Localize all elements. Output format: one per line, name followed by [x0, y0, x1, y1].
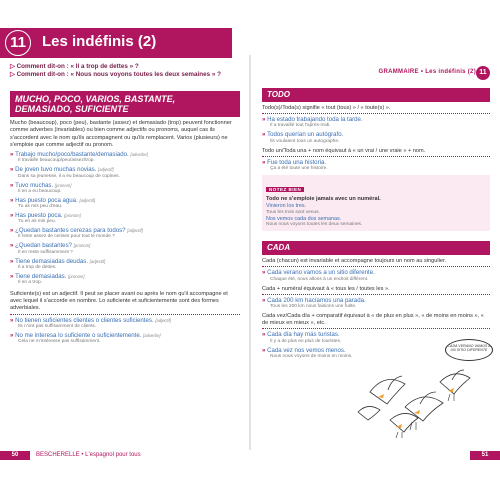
note-box: [262, 175, 490, 231]
example: » Trabajo mucho/poco/bastante/demasiado. [adverbe]: [10, 151, 148, 159]
rule-todo-un: Todo un/Toda una + nom équivaut à « un vrai / une vraie » + nom.: [262, 148, 490, 157]
example: » Has puesto poca agua. [adjectif]: [10, 196, 96, 204]
section-title-mucho: MUCHO, POCO, VARIOS, BASTANTE, DEMASIADO, SUFICIENTE: [10, 91, 240, 117]
translation: Ils n'ont pas suffisamment de clients.: [18, 323, 97, 329]
example: » De joven tuvo muchas novias. [adjectif]: [10, 166, 114, 174]
question-1: ▷ Comment dit-on : « Il a trop de dettes » ?: [10, 63, 139, 70]
example: » ¿Quedan bastantes? [pronom]: [10, 242, 91, 250]
page-number-right: 51: [470, 451, 500, 460]
rule-cada-vez: Cada vez/Cada día + comparatif équivaut à « de plus en plus », « de moins en moins », « de mieux en mieux », etc.: [262, 313, 490, 329]
translation: Nous nous voyons de moins en moins.: [270, 353, 353, 359]
chapter-number: 11: [5, 30, 31, 56]
example: » Fue toda una historia.: [262, 158, 327, 166]
translation: Il a travaillé tout l'après-midi.: [270, 123, 331, 129]
example: » Cada día hay más turistas.: [262, 331, 340, 339]
translation: Il en a trop.: [18, 280, 42, 286]
translation: Chaque été, nous allons à un endroit différent.: [270, 276, 369, 282]
translation: Il travaille beaucoup/peu/assez/trop.: [18, 158, 95, 164]
translation: Ils voulaient tous un autographe.: [270, 138, 340, 144]
example: » Ha estado trabajando toda la tarde.: [262, 116, 363, 124]
example: » Tiene demasiadas deudas. [adjectif]: [10, 257, 106, 265]
footer-title: BESCHERELLE • L'espagnol pour tous: [36, 452, 141, 458]
note-text: Todo ne s'emploie jamais avec un numéral.: [266, 196, 381, 203]
example: » Tuvo muchas. [pronom]: [10, 181, 72, 189]
chapter-header: [0, 28, 232, 58]
translation: Il y a de plus en plus de touristes.: [270, 338, 342, 344]
running-header-prefix: GRAMMAIRE: [378, 69, 419, 75]
example: » No me interesa lo suficiente o suficientemente. [adverbe]: [10, 331, 161, 339]
chapter-title: Les indéfinis (2): [42, 33, 157, 50]
note-translation: Nous nous voyons toutes les deux semaines.: [266, 222, 363, 228]
translation: Il a trop de dettes.: [18, 264, 57, 270]
note-title: NOTEZ BIEN: [266, 187, 304, 192]
example: » No tienen suficientes clientes o clientes suficientes. [adjectif]: [10, 316, 171, 324]
note-example: Nos vemos cada dos semanas.: [266, 215, 342, 222]
translation: Dans sa jeunesse, il a eu beaucoup de copines.: [18, 173, 120, 179]
example: » Cada verano vamos a un sitio diferente.: [262, 269, 375, 277]
translation: Il en a eu beaucoup.: [18, 188, 62, 194]
chapter-badge: 11: [476, 66, 490, 80]
example: » Cada 200 km hacíamos una parada.: [262, 296, 366, 304]
translation: Cela ne m'intéresse pas suffisamment.: [18, 339, 101, 345]
question-2: ▷ Comment dit-on : « Nous nous voyons toutes les deux semaines » ?: [10, 71, 221, 78]
section-title-todo: TODO: [262, 88, 490, 102]
rule-suficiente: Suficiente(s) est un adjectif. Il peut se placer avant ou après le nom qu'il accompagne et avec lequel il s'accorde en nombre. Lo suficiente et suficientemente sont des formes adverbiales.: [10, 291, 240, 315]
translation: Il reste assez de cerises pour tout le monde ?: [18, 234, 115, 240]
example: » Todos querían un autógrafo.: [262, 131, 344, 139]
rule-todo: Todo(s)/Toda(s) signifie « tout (tous) » / « toute(s) ».: [262, 105, 490, 114]
rule-cada: Cada (chacun) est invariable et accompagne toujours un nom au singulier.: [262, 258, 490, 267]
example: » Has puesto poca. [pronom]: [10, 212, 81, 219]
translation: Ça a été toute une histoire.: [270, 166, 328, 172]
example: » Tiene demasiadas. [pronom]: [10, 272, 85, 280]
intro-paragraph: Mucho (beaucoup), poco (peu), bastante (assez) et demasiado (trop) peuvent fonctionner comme adverbes (invariables) ou bien comme adjectifs ou pronoms, auquel cas ils s'accordent avec le nom qu'ils accompagnent ou qu'ils remplacent. Varios (plusieurs) ne s'emploie que comme adjectif ou pronom.: [10, 120, 232, 148]
rule-cada-numeral: Cada + numéral équivaut à « tous les / toutes les ».: [262, 286, 490, 295]
translation: Tu en as mis peu.: [18, 219, 56, 225]
note-translation: Tous les trois sont venus.: [266, 209, 320, 215]
page-gutter: [249, 55, 251, 450]
running-header: GRAMMAIRE • Les indéfinis (2): [378, 69, 476, 75]
translation: Il en reste suffisamment ?: [18, 249, 73, 255]
example: » ¿Quedan bastantes cerezas para todos? [adjectif]: [10, 227, 143, 235]
speech-bubble: CADA VERANO VAMOS A UN SITIO DIFERENTE: [445, 339, 493, 361]
footer-right: [252, 451, 500, 460]
note-example: Vinieron los tres.: [266, 203, 307, 210]
examples-list: [10, 151, 240, 286]
translation: Tu as mis peu d'eau.: [18, 204, 63, 209]
translation: Tous les 200 km nous faisions une halte.: [270, 304, 357, 310]
left-page: [10, 60, 240, 445]
page-number-left: 50: [0, 451, 30, 460]
footer-left: [0, 451, 248, 460]
example: » Cada vez nos vemos menos.: [262, 346, 346, 354]
running-header-suffix: Les indéfinis (2): [425, 69, 476, 75]
section-title-cada: CADA: [262, 241, 490, 255]
